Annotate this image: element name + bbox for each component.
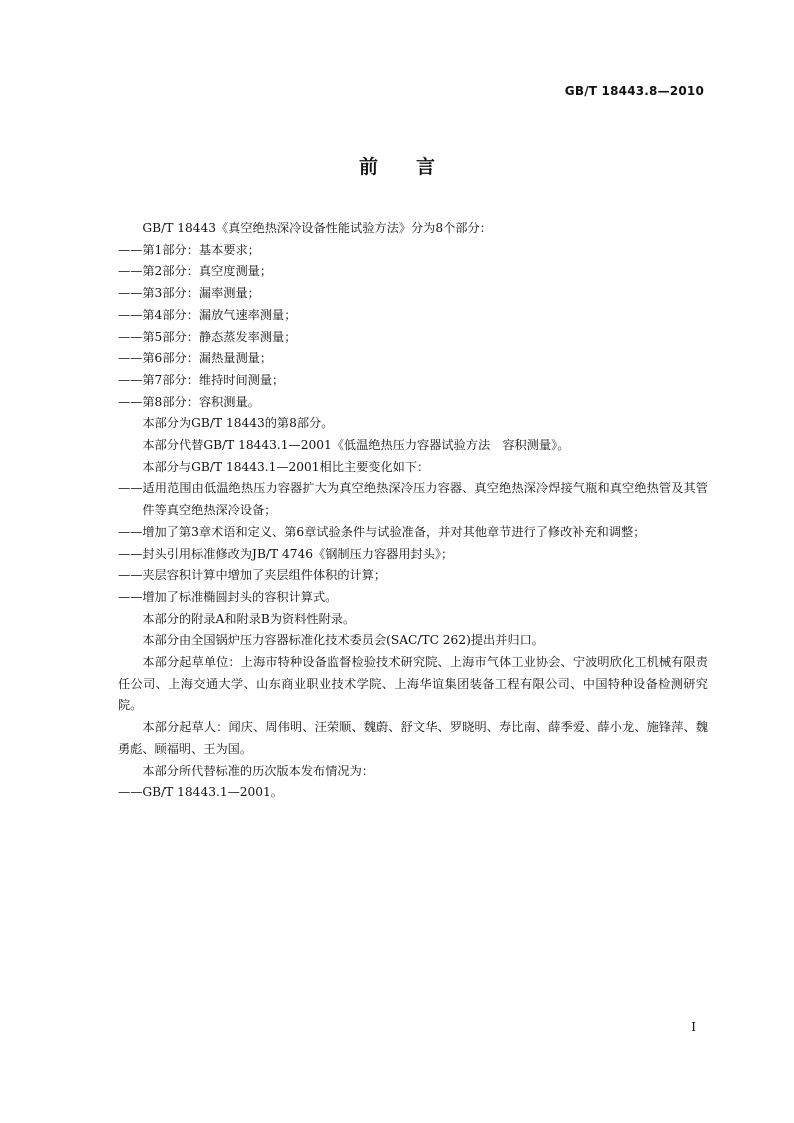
list-item: ——第1部分：基本要求； [118, 242, 260, 257]
list-item: ——第7部分：维持时间测量； [118, 372, 285, 387]
list-item: ——第3部分：漏率测量； [118, 286, 260, 301]
list-item: ——第6部分：漏热量测量； [118, 351, 273, 366]
paragraph: 本部分所代替标准的历次版本发布情况为： [142, 763, 374, 778]
list-item: ——夹层容积计算中增加了夹层组件体积的计算； [118, 568, 387, 583]
list-item: ——第2部分：真空度测量； [118, 264, 273, 279]
list-item: ——增加了第3章术语和定义、第6章试验条件与试验准备，并对其他章节进行了修改补充和调整； [118, 524, 646, 539]
page-title: 前言 [358, 156, 473, 178]
list-item: ——第4部分：漏放气速率测量； [118, 307, 297, 322]
paragraph: 本部分为GB/T 18443的第8部分。 [142, 416, 334, 431]
list-item: ——适用范围由低温绝热压力容器扩大为真空绝热深冷压力容器、真空绝热深冷焊接气瓶和真空绝热管及其管件等真空绝热深冷设备； [118, 481, 708, 518]
foreword-body [118, 218, 708, 804]
paragraph: 本部分由全国锅炉压力容器标准化技术委员会(SAC/TC 262)提出并归口。 [142, 633, 544, 648]
paragraph: 本部分代替GB/T 18443.1—2001《低温绝热压力容器试验方法 容积测量》。 [142, 438, 570, 453]
list-item: ——第8部分：容积测量。 [118, 394, 260, 409]
page-number: I [691, 1020, 696, 1034]
standard-code: GB/T 18443.8—2010 [564, 84, 704, 98]
paragraph: 本部分起草单位：上海市特种设备监督检验技术研究院、上海市气体工业协会、宁波明欣化工机械有限责任公司、上海交通大学、山东商业职业技术学院、上海华谊集团装备工程有限公司、中国特种设备检测研究院。 [118, 655, 708, 713]
paragraph: 本部分的附录A和附录B为资料性附录。 [142, 611, 356, 626]
list-item: ——封头引用标准修改为JB/T 4746《钢制压力容器用封头》； [118, 546, 454, 561]
paragraph: 本部分起草人：闻庆、周伟明、汪荣顺、魏蔚、舒文华、罗晓明、寿比南、薛季爱、薛小龙、施锋萍、魏勇彪、顾福明、王为国。 [118, 720, 708, 756]
list-item: ——第5部分：静态蒸发率测量； [118, 329, 297, 344]
list-item: ——GB/T 18443.1—2001。 [118, 785, 283, 800]
paragraph: GB/T 18443《真空绝热深冷设备性能试验方法》分为8个部分： [142, 221, 492, 235]
paragraph: 本部分与GB/T 18443.1—2001相比主要变化如下： [142, 459, 430, 474]
list-item: ——增加了标准椭圆封头的容积计算式。 [118, 589, 338, 604]
